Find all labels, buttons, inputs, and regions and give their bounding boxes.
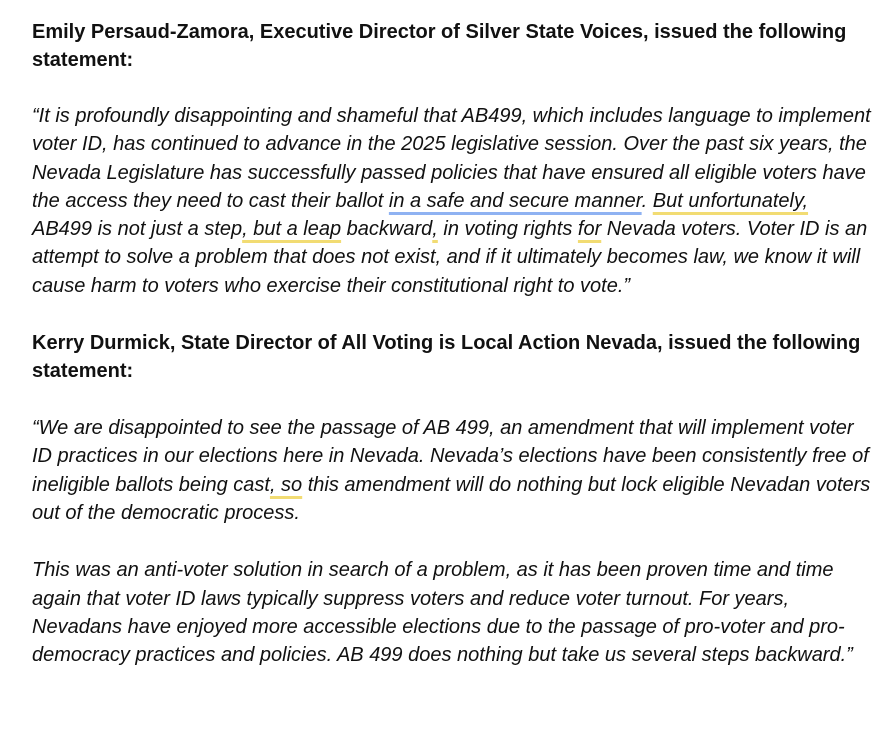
quote-text: AB499 is not just a step (32, 218, 243, 241)
spelling-suggestion-underline[interactable]: , (432, 218, 438, 241)
grammar-suggestion-underline[interactable]: in a safe and secure manner (388, 189, 642, 212)
statement-2-quote-paragraph-1 (32, 414, 872, 527)
spelling-suggestion-underline[interactable]: , so (269, 473, 303, 496)
statement-2-heading: Kerry Durmick, State Director of All Voting is Local Action Nevada, issued the following statement: (32, 332, 861, 383)
quote-text: Nevada voters. Voter ID is an attempt to solve a problem that does not exist, and if it ultimately becomes law, we know it will cause harm to voters who exercise their constitutional right to vote.” (32, 218, 868, 297)
quote-text: this amendment will do nothing but lock eligible Nevadan voters out of the democratic process. (32, 473, 871, 524)
spacer (32, 74, 872, 102)
statement-1-heading: Emily Persaud-Zamora, Executive Director of Silver State Voices, issued the following statement: (32, 21, 847, 71)
statement-1-quote (32, 102, 872, 300)
spacer (32, 385, 872, 414)
quote-text: . (641, 189, 653, 212)
spelling-suggestion-underline[interactable]: , but a leap (242, 218, 342, 241)
quote-text: “We are disappointed to see the passage of AB 499, an amendment that will implement voter ID practices in our elections here in Nevada. Nevada’s elections have been consistently free of ineligible ballots being cast (32, 417, 869, 496)
quote-text: backward (341, 218, 433, 241)
document-body (32, 18, 872, 669)
spelling-suggestion-underline[interactable]: But unfortunately, (652, 189, 809, 212)
statement-2-quote-paragraph-2: This was an anti-voter solution in search of a problem, as it has been proven time and time again that voter ID laws typically suppress voters and reduce voter turnout. For years, Nevadans have enjoyed more accessible elections due to the passage of pro-voter and pro-democracy practices and policies. AB 499 does nothing but take us several steps backward.” (32, 559, 853, 667)
spelling-suggestion-underline[interactable]: for (577, 218, 602, 241)
spacer (32, 300, 872, 329)
quote-text: “It is profoundly disappointing and shameful that AB499, which includes language to implement voter ID, has continued to advance in the 2025 legislative session. Over the past six years, the Nevada Legislature has successfully passed policies that have ensured all eligible voters have the access they need to cast their ballot (32, 105, 871, 212)
quote-text: in voting rights (437, 218, 578, 241)
spacer (32, 527, 872, 556)
